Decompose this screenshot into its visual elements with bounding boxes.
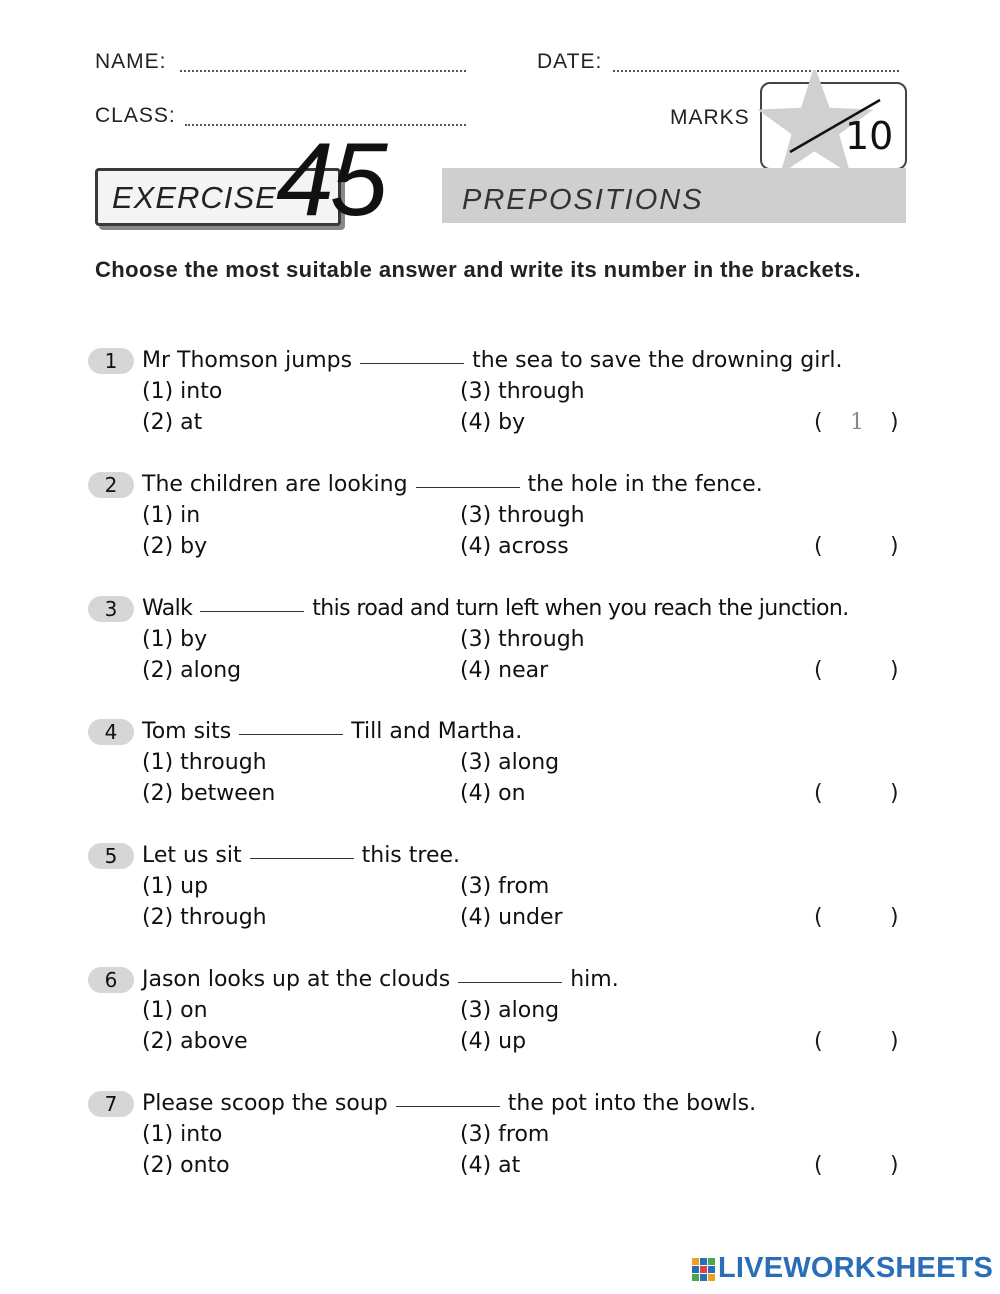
question-stem: Please scoop the soup the pot into the bowls. bbox=[142, 1091, 757, 1116]
answer-blank bbox=[458, 982, 562, 983]
instruction-text: Choose the most suitable answer and write its number in the brackets. bbox=[95, 257, 861, 282]
question-stem: Let us sit this tree. bbox=[142, 843, 461, 868]
option-3: (3) through bbox=[460, 379, 585, 404]
question-7 bbox=[0, 1089, 1000, 1199]
question-number: 2 bbox=[88, 472, 134, 498]
question-6 bbox=[0, 965, 1000, 1075]
option-1: (1) through bbox=[142, 750, 267, 775]
option-4: (4) by bbox=[460, 410, 526, 435]
bracket-open: ( bbox=[814, 534, 823, 559]
date-label: DATE: bbox=[537, 50, 603, 73]
bracket-close: ) bbox=[890, 410, 899, 435]
exercise-number: 45 bbox=[276, 122, 384, 238]
option-1: (1) up bbox=[142, 874, 209, 899]
option-1: (1) into bbox=[142, 1122, 223, 1147]
liveworksheets-logo-icon bbox=[692, 1258, 716, 1282]
option-4: (4) at bbox=[460, 1153, 521, 1178]
answer-blank bbox=[396, 1106, 500, 1107]
option-2: (2) above bbox=[142, 1029, 248, 1054]
question-5 bbox=[0, 841, 1000, 951]
question-1 bbox=[0, 346, 1000, 456]
answer-blank bbox=[416, 487, 520, 488]
bracket-open: ( bbox=[814, 1153, 823, 1178]
option-4: (4) up bbox=[460, 1029, 527, 1054]
option-3: (3) through bbox=[460, 503, 585, 528]
question-stem: Walk this road and turn left when you reach the junction. bbox=[142, 596, 849, 621]
question-2 bbox=[0, 470, 1000, 580]
option-2: (2) by bbox=[142, 534, 208, 559]
bracket-close: ) bbox=[890, 534, 899, 559]
option-4: (4) under bbox=[460, 905, 563, 930]
name-label: NAME: bbox=[95, 50, 167, 73]
bracket-open: ( bbox=[814, 410, 823, 435]
option-2: (2) along bbox=[142, 658, 242, 683]
question-stem: The children are looking the hole in the fence. bbox=[142, 472, 763, 497]
option-1: (1) by bbox=[142, 627, 208, 652]
exercise-label: EXERCISE bbox=[112, 180, 277, 215]
question-3 bbox=[0, 594, 1000, 704]
question-number: 1 bbox=[88, 348, 134, 374]
bracket-close: ) bbox=[890, 658, 899, 683]
bracket-open: ( bbox=[814, 905, 823, 930]
bracket-close: ) bbox=[890, 1029, 899, 1054]
bracket-close: ) bbox=[890, 781, 899, 806]
bracket-open: ( bbox=[814, 1029, 823, 1054]
name-field[interactable] bbox=[180, 70, 466, 72]
question-number: 6 bbox=[88, 967, 134, 993]
question-number: 7 bbox=[88, 1091, 134, 1117]
answer-input[interactable]: 1 bbox=[850, 410, 864, 435]
bracket-open: ( bbox=[814, 781, 823, 806]
marks-total: 10 bbox=[845, 114, 894, 158]
option-4: (4) on bbox=[460, 781, 526, 806]
bracket-close: ) bbox=[890, 1153, 899, 1178]
answer-blank bbox=[200, 611, 304, 612]
question-stem: Mr Thomson jumps the sea to save the drowning girl. bbox=[142, 348, 843, 373]
option-3: (3) along bbox=[460, 750, 560, 775]
option-3: (3) from bbox=[460, 874, 550, 899]
question-number: 4 bbox=[88, 719, 134, 745]
question-stem: Tom sits Till and Martha. bbox=[142, 719, 523, 744]
class-label: CLASS: bbox=[95, 104, 176, 127]
option-1: (1) in bbox=[142, 503, 201, 528]
option-4: (4) near bbox=[460, 658, 549, 683]
answer-blank bbox=[239, 734, 343, 735]
question-4 bbox=[0, 717, 1000, 827]
topic-title: PREPOSITIONS bbox=[462, 184, 704, 216]
marks-label: MARKS bbox=[670, 106, 750, 129]
option-2: (2) at bbox=[142, 410, 203, 435]
question-number: 5 bbox=[88, 843, 134, 869]
option-1: (1) on bbox=[142, 998, 208, 1023]
option-2: (2) onto bbox=[142, 1153, 230, 1178]
option-2: (2) between bbox=[142, 781, 276, 806]
option-3: (3) along bbox=[460, 998, 560, 1023]
answer-blank bbox=[250, 858, 354, 859]
question-number: 3 bbox=[88, 596, 134, 622]
option-2: (2) through bbox=[142, 905, 267, 930]
option-4: (4) across bbox=[460, 534, 569, 559]
option-3: (3) from bbox=[460, 1122, 550, 1147]
option-3: (3) through bbox=[460, 627, 585, 652]
bracket-close: ) bbox=[890, 905, 899, 930]
question-stem: Jason looks up at the clouds him. bbox=[142, 967, 619, 992]
liveworksheets-logo: LIVEWORKSHEETS bbox=[718, 1252, 994, 1284]
option-1: (1) into bbox=[142, 379, 223, 404]
bracket-open: ( bbox=[814, 658, 823, 683]
answer-blank bbox=[360, 363, 464, 364]
